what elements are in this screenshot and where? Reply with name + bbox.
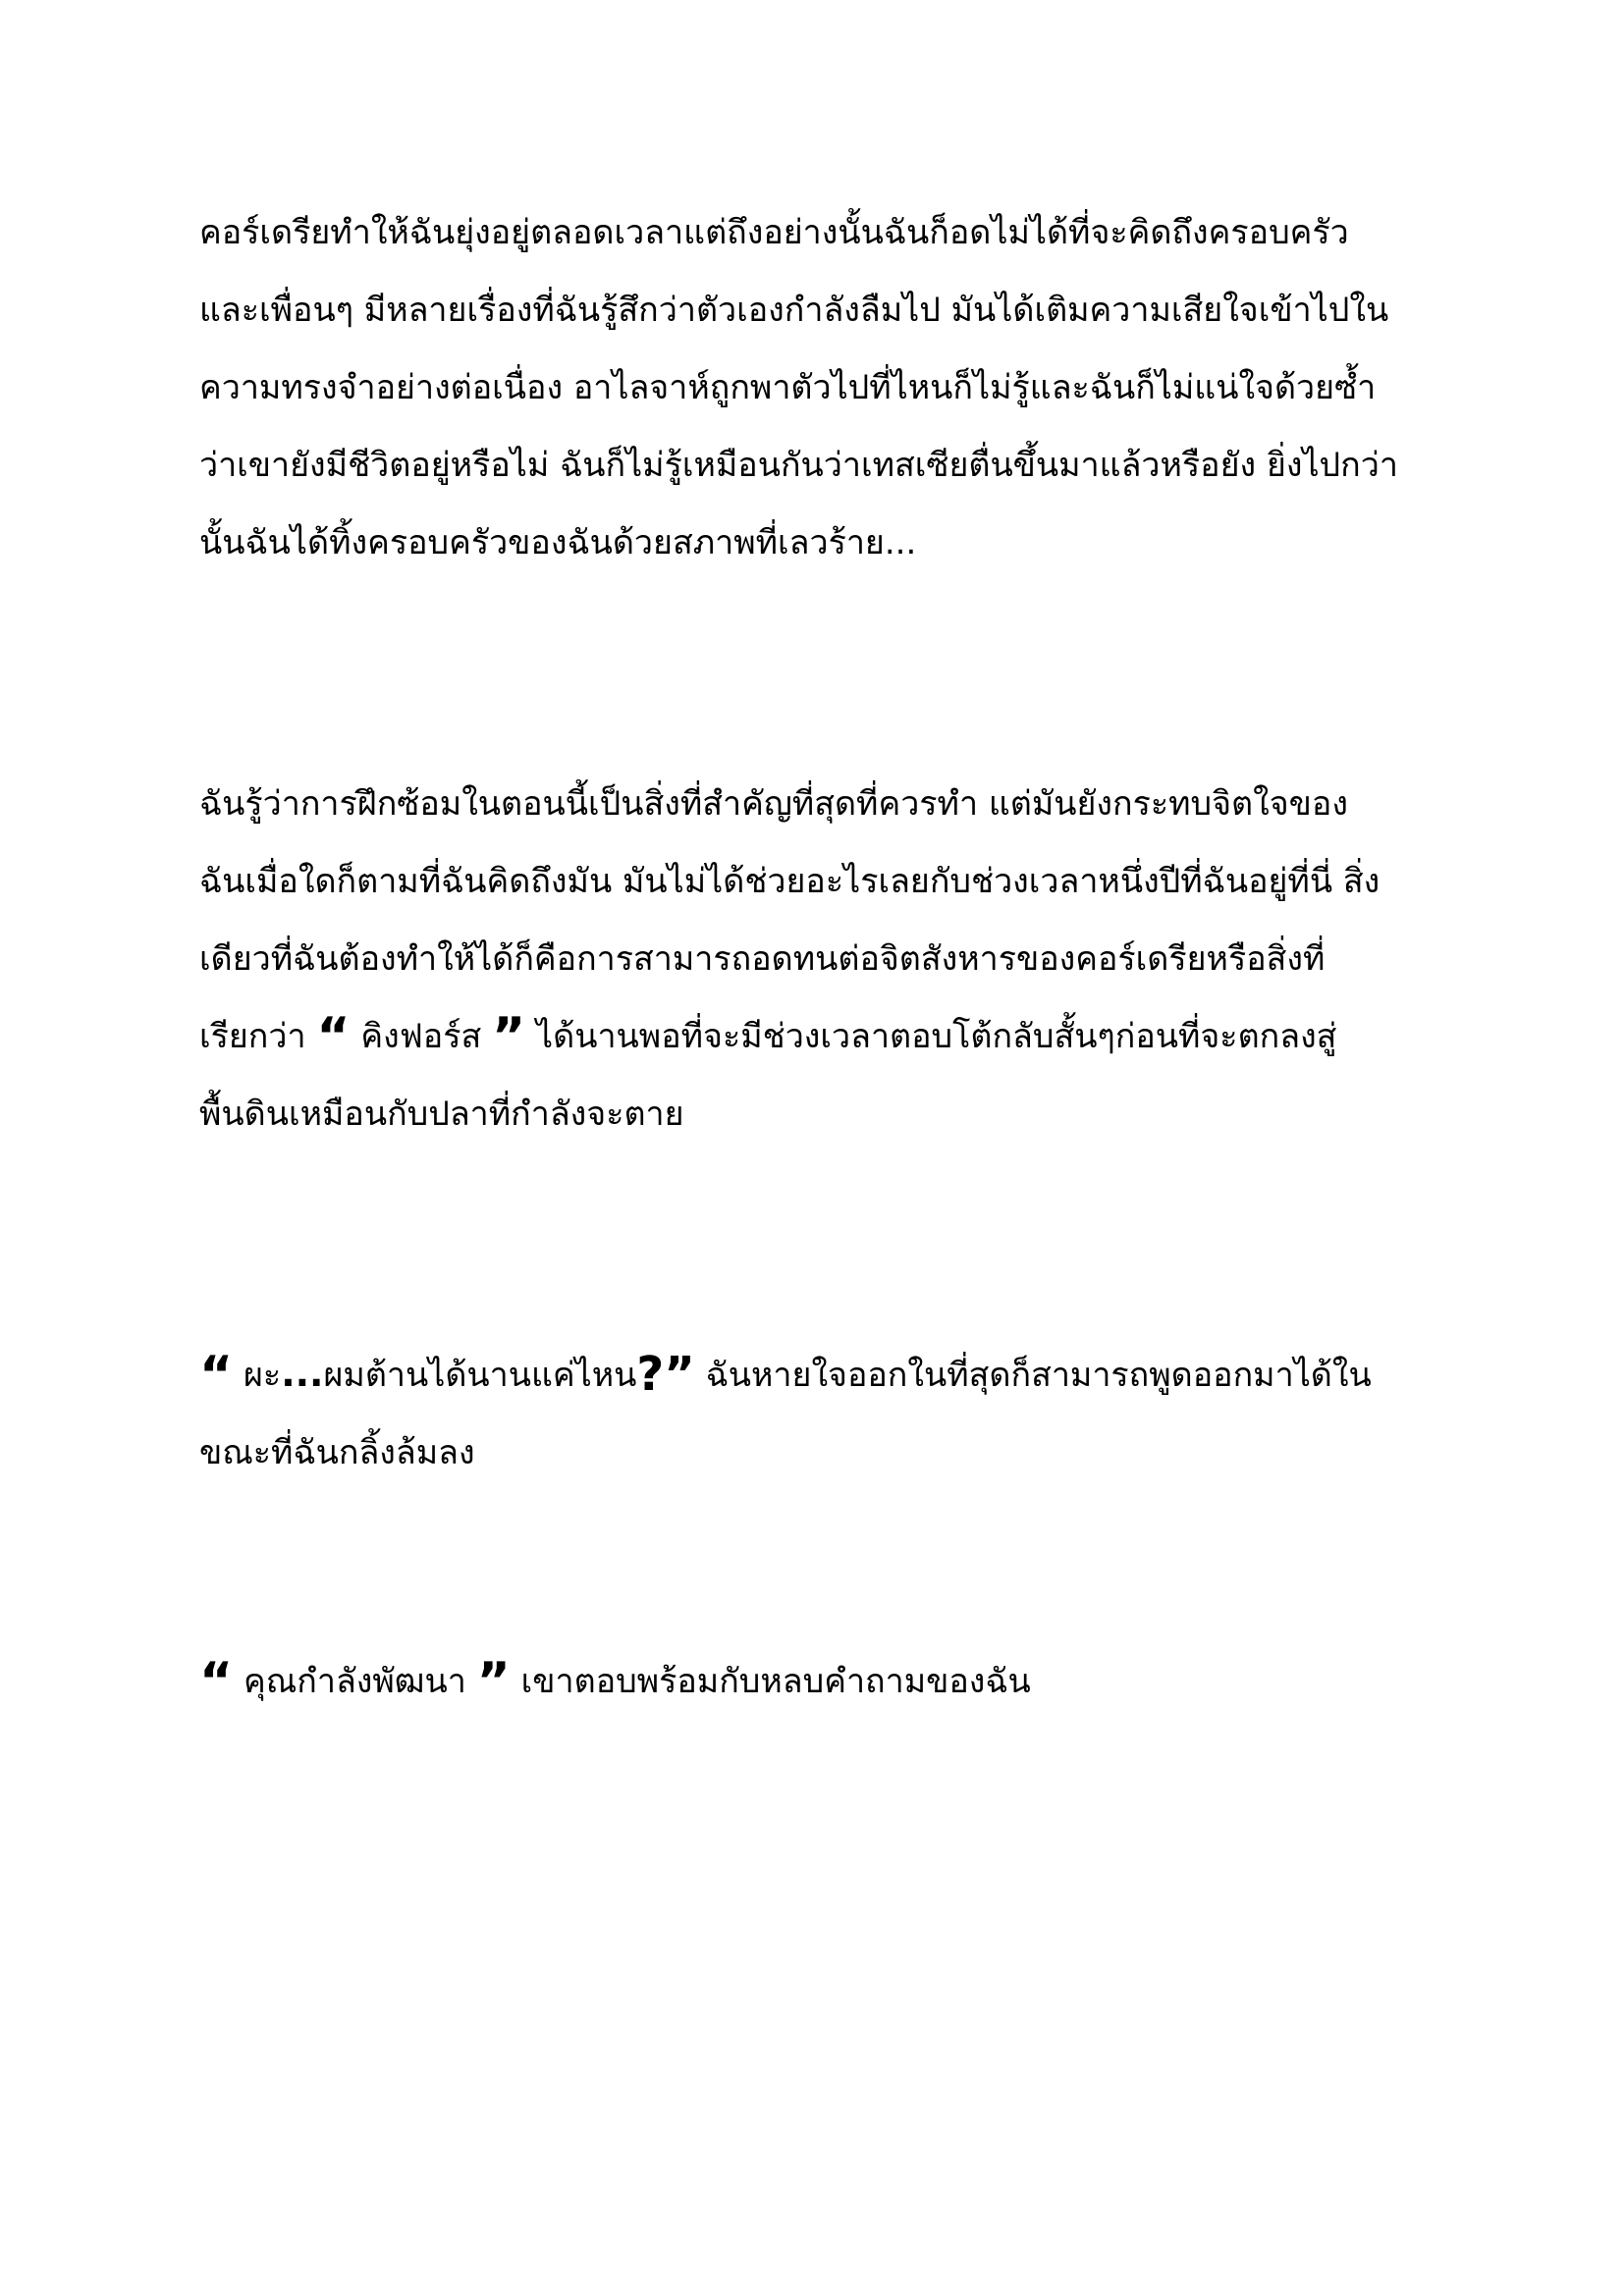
dialogue-line: [199, 1337, 1495, 1415]
open-quote-mark: “: [199, 1346, 234, 1405]
paragraph-line: ฉันรู้ว่าการฝึกซ้อมในตอนนี้เป็นสิ่งที่สำคัญที่สุดที่ควรทำ แต่มันยังกระทบจิตใจของ: [199, 784, 1348, 824]
line-text: ได้นานพอที่จะมีช่วงเวลาตอบโต้กลับสั้นๆก่อนที่จะตกลงสู่: [525, 1017, 1337, 1056]
close-quote-mark: ”: [476, 1652, 511, 1711]
open-quote-mark: “: [316, 1007, 351, 1066]
paragraph-1: [199, 194, 1495, 582]
paragraph-line: และเพื่อนๆ มีหลายเรื่องที่ฉันรู้สึกว่าตัวเองกำลังลืมไป มันได้เติมความเสียใจเข้าไปใน: [199, 291, 1389, 330]
open-quote-mark: “: [199, 1652, 234, 1711]
close-quote-mark: ”: [492, 1007, 526, 1066]
line-text: เรียกว่า: [199, 1017, 317, 1056]
paragraph-line-with-quote: [199, 998, 1495, 1076]
paragraph-line: ว่าเขายังมีชีวิตอยู่หรือไม่ ฉันก็ไม่รู้เหมือนกันว่าเทสเซียตื่นขึ้นมาแล้วหรือยัง ยิ่งไปกว่า: [199, 446, 1398, 485]
paragraph-line: ฉันเมื่อใดก็ตามที่ฉันคิดถึงมัน มันไม่ได้ช่วยอะไรเลยกับช่วงเวลาหนึ่งปีที่ฉันอยู่ที่นี่ สิ่ง: [199, 862, 1380, 901]
paragraph-line: เดียวที่ฉันต้องทำให้ได้ก็คือการสามารถอดทนต่อจิตสังหารของคอร์เดรียหรือสิ่งที่: [199, 939, 1326, 979]
dialogue-line: [199, 1643, 1495, 1721]
speech-text: ผมต้านได้นานแค่ไหน: [323, 1356, 637, 1395]
speech-text: ผะ: [233, 1356, 282, 1395]
question-close-quote: ?”: [636, 1347, 695, 1402]
narration-text: ฉันหายใจออกในที่สุดก็สามารถพูดออกมาได้ใน: [694, 1356, 1372, 1395]
paragraph-2: [199, 766, 1495, 1153]
paragraph-line: นั้นฉันได้ทิ้งครอบครัวของฉันด้วยสภาพที่เลวร้าย...: [199, 523, 917, 562]
quoted-term: คิงฟอร์ส: [350, 1017, 493, 1056]
paragraph-line: ความทรงจำอย่างต่อเนื่อง อาไลจาห์ถูกพาตัวไปที่ไหนก็ไม่รู้และฉันก็ไม่แน่ใจด้วยซ้ำ: [199, 368, 1377, 407]
paragraph-line: ขณะที่ฉันกลิ้งล้มลง: [199, 1433, 475, 1472]
paragraph-line: คอร์เดรียทำให้ฉันยุ่งอยู่ตลอดเวลาแต่ถึงอย่างนั้นฉันก็อดไม่ได้ที่จะคิดถึงครอบครัว: [199, 213, 1349, 252]
paragraph-4-dialogue: [199, 1643, 1495, 1721]
speech-text: คุณกำลังพัฒนา: [233, 1662, 477, 1701]
ellipsis: ...: [281, 1352, 324, 1395]
narration-text: เขาตอบพร้อมกับหลบคำถามของฉัน: [510, 1662, 1031, 1701]
paragraph-3-dialogue: [199, 1337, 1495, 1492]
paragraph-line: พื้นดินเหมือนกับปลาที่กำลังจะตาย: [199, 1095, 684, 1134]
